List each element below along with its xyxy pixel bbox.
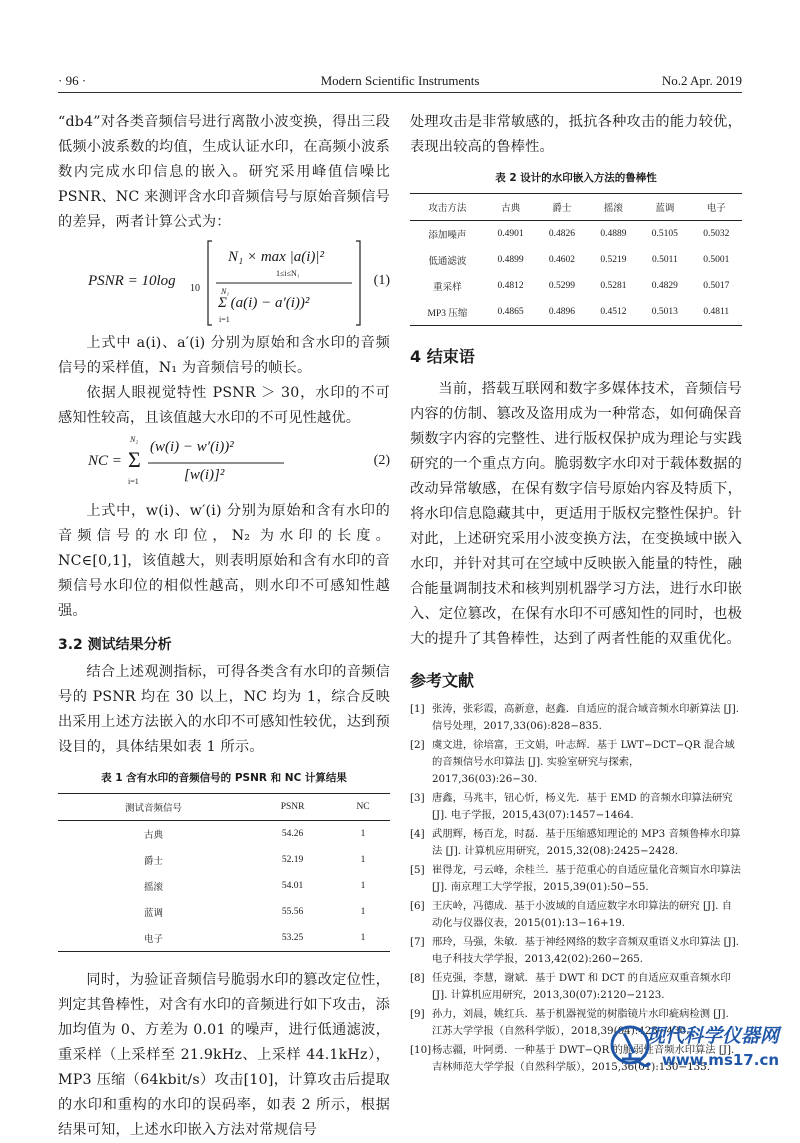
table-cell: 0.5299 bbox=[548, 281, 576, 291]
table-row bbox=[58, 847, 390, 873]
watermark-url[interactable]: www.ms17.cn bbox=[662, 1051, 780, 1069]
table2-header: 攻击方法 bbox=[410, 194, 485, 221]
reference-text: 崔得龙，弓云峰，余桂兰．基于范重心的自适应量化音频盲水印算法 [J]. 南京理工大学学报，2015,39(01):50−55. bbox=[432, 864, 741, 893]
eq2-denominator: [w(i)]² bbox=[184, 467, 225, 483]
left-para-5: 结合上述观测指标，可得各类含有水印的音频信号的 PSNR 均在 30 以上，NC 均为 1，综合反映出采用上述方法嵌入的水印不可感知性较优，达到预设目的，具体结果如表 1 所示。 bbox=[58, 664, 390, 755]
table-row bbox=[58, 925, 390, 952]
reference-number: [3] bbox=[410, 792, 425, 804]
running-header bbox=[58, 70, 742, 93]
table-row bbox=[410, 273, 742, 299]
left-para-3: 依据人眼视觉特性 PSNR ＞ 30，水印的不可感知性较高，且该值越大水印的不可见性越优。 bbox=[58, 385, 390, 426]
reference-item bbox=[410, 701, 742, 735]
watermark-site-name: 现代科学仪器网 bbox=[646, 1025, 780, 1047]
reference-number: [1] bbox=[410, 703, 425, 715]
page-number: · 96 · bbox=[58, 73, 87, 88]
reference-item bbox=[410, 898, 742, 932]
reference-text: 王庆岭，冯德成．基于小波域的自适应数字水印算法的研究 [J]. 自动化与仪器仪表，2015(01):13−16+19. bbox=[432, 900, 732, 929]
table-cell: 0.5017 bbox=[703, 281, 730, 291]
table-cell: 1 bbox=[360, 907, 366, 917]
reference-item bbox=[410, 790, 742, 824]
eq2-sum-lower: i=1 bbox=[128, 477, 139, 486]
table-cell: 添加噪声 bbox=[428, 231, 467, 241]
reference-number: [2] bbox=[410, 739, 425, 751]
table-cell: 1 bbox=[336, 925, 390, 952]
eq2-sigma: Σ bbox=[128, 447, 141, 472]
table-cell: 0.4865 bbox=[485, 299, 536, 326]
reference-text: 孙力，刘晨，姚红兵．基于机器视觉的树脂镜片水印疵病检测 [J]. 江苏大学学报（自然科学版），2018,39(04):425−430. bbox=[432, 1008, 729, 1037]
reference-text: 任克强，李慧，谢斌．基于 DWT 和 DCT 的自适应双重音频水印 [J]. 计算机应用研究，2013,30(07):2120−2123. bbox=[432, 972, 731, 1001]
reference-number: [6] bbox=[410, 900, 425, 912]
table-cell: 0.5011 bbox=[651, 255, 678, 265]
eq1-numerator: N₁ × max |a(i)|² bbox=[228, 249, 324, 265]
eq1-sum-lower: i=1 bbox=[219, 315, 230, 324]
reference-text: 张涛，张彩霞，高新意，赵鑫．自适应的混合域音频水印新算法 [J]. 信号处理，2017,33(06):828−835. bbox=[432, 703, 740, 732]
table1-caption: 表 1 含有水印的音频信号的 PSNR 和 NC 计算结果 bbox=[101, 772, 347, 784]
table-cell: 蓝调 bbox=[144, 909, 164, 919]
table-row bbox=[58, 899, 390, 925]
eq2-number: (2) bbox=[373, 453, 390, 468]
table-cell: 0.4826 bbox=[548, 229, 576, 239]
table-cell: 0.4602 bbox=[548, 255, 576, 265]
table1-header: 测试音频信号 bbox=[58, 794, 249, 821]
table2-caption: 表 2 设计的水印嵌入方法的鲁棒性 bbox=[495, 172, 657, 184]
reference-text: 杨志疆，叶阿勇．一种基于 DWT−QR 的脆弱性音频水印算法 [J]. 吉林师范大学学报（自然科学版），2015,36(01):130−135. bbox=[432, 1044, 735, 1073]
table1-header: NC bbox=[336, 794, 390, 821]
table2 bbox=[410, 193, 742, 326]
eq1-max-range: 1≤i≤N₁ bbox=[276, 269, 300, 278]
eq1-denominator: Σ (a(i) − a′(i))² bbox=[218, 295, 310, 311]
reference-number: [9] bbox=[410, 1008, 425, 1020]
table-cell: 0.5032 bbox=[703, 229, 730, 239]
reference-item bbox=[410, 737, 742, 788]
table-cell: 低通滤波 bbox=[428, 257, 467, 267]
reference-number: [5] bbox=[410, 864, 425, 876]
left-para-1: “db4”对各类音频信号进行离散小波变换，得出三段低频小波系数的均值，生成认证水印，在高频小波系数内完成水印信息的嵌入。研究采用峰值信噪比 PSNR、NC 来测评含水印音频信号与原始音频信号的差异，两者计算公式为： bbox=[58, 114, 390, 230]
reference-item bbox=[410, 970, 742, 1004]
table-cell: 爵士 bbox=[144, 857, 164, 867]
site-watermark[interactable] bbox=[602, 1019, 792, 1077]
table-cell: 1 bbox=[360, 881, 366, 891]
reference-item bbox=[410, 934, 742, 968]
eq1-sum-upper: N₁ bbox=[221, 287, 230, 296]
left-para-4: 上式中，w(i)、w′(i) 分别为原始和含有水印的音频信号的水印位，N₂ 为水印的长度。NC∈[0,1]，该值越大，则表明原始和含有水印的音频信号水印位的相似性越高，则水印不可感知性越强。 bbox=[58, 503, 390, 619]
reference-item bbox=[410, 862, 742, 896]
table-cell: 0.4896 bbox=[536, 299, 587, 326]
section-4-heading: 4 结束语 bbox=[410, 347, 475, 366]
table-cell: 54.26 bbox=[281, 829, 304, 839]
table-cell: 0.5001 bbox=[703, 255, 730, 265]
table-cell: 0.4899 bbox=[497, 255, 524, 265]
table-cell: 0.5105 bbox=[651, 229, 678, 239]
table-cell: 重采样 bbox=[433, 283, 462, 293]
left-para-6: 同时，为验证音频信号脆弱水印的篡改定位性，判定其鲁棒性，对含有水印的音频进行如下攻击，添加均值为 0、方差为 0.01 的噪声，进行低通滤波，重采样（上采样至 21.9kHz、上采样 44.1kHz），MP3 压缩（64kbit/s）攻击[10]，计算攻击后提取的水印和重构的水印的误码率，如表 2 所示，根据结果可知，上述水印嵌入方法对常规信号 bbox=[58, 972, 390, 1138]
reference-text: 武朋辉，杨百龙，时磊．基于压缩感知理论的 MP3 音频鲁棒水印算法 [J]. 计算机应用研究，2015,32(08):2425−2428. bbox=[432, 828, 741, 857]
reference-text: 虞文进，徐培富，王文娟，叶志辉．基于 LWT−DCT−QR 混合域的音频信号水印算法 [J]. 实验室研究与探索，2017,36(03):26−30. bbox=[432, 739, 735, 785]
equation-psnr bbox=[58, 239, 390, 329]
table-cell: 52.19 bbox=[281, 855, 304, 865]
table-cell: 0.4889 bbox=[600, 229, 627, 239]
table-cell: 古典 bbox=[144, 831, 164, 841]
table-cell: 0.4829 bbox=[651, 281, 678, 291]
reference-text: 唐鑫，马兆丰，钮心忻，杨义先．基于 EMD 的音频水印算法研究 [J]. 电子学报，2015,43(07):1457−1464. bbox=[432, 792, 733, 821]
section-3-2-heading: 3.2 测试结果分析 bbox=[58, 637, 172, 653]
eq2-lhs: NC = bbox=[88, 453, 122, 469]
table2-header: 电子 bbox=[691, 194, 742, 221]
table1 bbox=[58, 793, 390, 952]
reference-item bbox=[410, 826, 742, 860]
table-row bbox=[410, 221, 742, 248]
right-para-2: 当前，搭载互联网和数字多媒体技术，音频信号内容的仿制、篡改及盗用成为一种常态，如何确保音频数字内容的完整性、进行版权保护成为理论与实践研究的一个重点方向。脆弱数字水印对于载体数据的改动异常敏感，在保有数字信号原始内容及特质下，将水印信息隐藏其中，更适用于版权完整性保护。针对此，上述研究采用小波变换方法，在变换域中嵌入水印，并针对其可在空域中反映嵌入能量的特性，融合能量调制技术和核判别机器学习方法，进行水印嵌入、定位篡改，在保有水印不可感知性的同时，也极大的提升了其鲁棒性，达到了两者性能的双重优化。 bbox=[410, 381, 742, 647]
left-para-2: 上式中 a(i)、a′(i) 分别为原始和含水印的音频信号的采样值，N₁ 为音频信号的帧长。 bbox=[58, 335, 390, 376]
table-row bbox=[58, 873, 390, 899]
journal-name: Modern Scientific Instruments bbox=[320, 73, 480, 88]
table-cell: 0.5281 bbox=[600, 281, 627, 291]
table-row bbox=[410, 247, 742, 273]
eq2-numerator: (w(i) − w′(i))² bbox=[150, 439, 234, 455]
table-cell: 1 bbox=[360, 829, 366, 839]
table1-header: PSNR bbox=[249, 794, 336, 821]
table-cell: MP3 压缩 bbox=[410, 299, 485, 326]
reference-number: [7] bbox=[410, 936, 425, 948]
table-row bbox=[58, 821, 390, 848]
table2-header: 爵士 bbox=[536, 194, 587, 221]
eq2-sum-upper: N₂ bbox=[130, 435, 139, 444]
table-cell: 0.4811 bbox=[691, 299, 742, 326]
table-cell: 电子 bbox=[58, 925, 249, 952]
table-row bbox=[410, 299, 742, 326]
table-cell: 54.01 bbox=[281, 881, 304, 891]
eq2-fraction-line bbox=[148, 462, 288, 465]
reference-text: 邢玲，马强，朱敏．基于神经网络的数字音频双重语义水印算法 [J]. 电子科技大学学报，2013,42(02):260−265. bbox=[432, 936, 740, 965]
issue-info: No.2 Apr. 2019 bbox=[661, 73, 742, 88]
right-para-1: 处理攻击是非常敏感的，抵抗各种攻击的能力较优，表现出较高的鲁棒性。 bbox=[410, 114, 742, 155]
table2-header: 古典 bbox=[485, 194, 536, 221]
reference-number: [10] bbox=[410, 1044, 432, 1056]
eq1-log-base: 10 bbox=[190, 283, 200, 294]
eq1-lhs: PSNR = 10log bbox=[88, 273, 176, 289]
table-cell: 0.5013 bbox=[639, 299, 690, 326]
table-cell: 55.56 bbox=[281, 907, 304, 917]
right-column bbox=[410, 110, 742, 1078]
equation-nc bbox=[58, 435, 390, 497]
eq1-number: (1) bbox=[373, 273, 390, 288]
table-cell: 53.25 bbox=[249, 925, 336, 952]
reference-number: [4] bbox=[410, 828, 425, 840]
table-cell: 摇滚 bbox=[144, 883, 164, 893]
references-heading: 参考文献 bbox=[410, 671, 475, 690]
table2-header: 摇滚 bbox=[588, 194, 639, 221]
table-cell: 1 bbox=[360, 855, 366, 865]
table-cell: 0.4512 bbox=[588, 299, 639, 326]
table-cell: 0.4901 bbox=[497, 229, 524, 239]
table2-header: 蓝调 bbox=[639, 194, 690, 221]
table-cell: 0.5219 bbox=[600, 255, 627, 265]
reference-number: [8] bbox=[410, 972, 425, 984]
table-cell: 0.4812 bbox=[497, 281, 524, 291]
left-column bbox=[58, 110, 390, 1143]
